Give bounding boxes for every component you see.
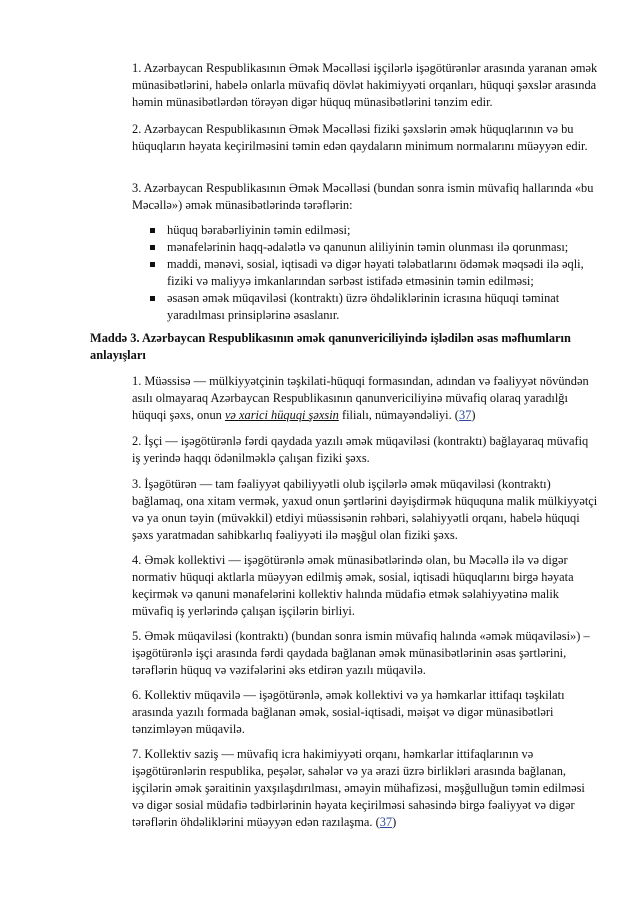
definition-1: [132, 373, 598, 424]
list-item: əsasən əmək müqaviləsi (kontraktı) üzrə öhdəliklərinin icrasına hüquqi təminat yaradılması prinsiplərinə əsaslanır.: [150, 290, 598, 324]
footnote-link[interactable]: 37: [379, 815, 393, 829]
article-heading: Maddə 3. Azərbaycan Respublikasının əmək qanunvericiliyində işlədilən əsas məfhumların anlayışları: [90, 331, 571, 362]
paragraph-1: 1. Azərbaycan Respublikasının Əmək Məcəlləsi işçilərlə işəgötürənlər arasında yaranan əmək münasibətlərini, habelə onlarla müvafiq dövlət hakimiyyəti orqanları, hüquqi şəxslər arasında həmin münasibətlərdən törəyən digər hüquq münasibətlərini tənzim edir.: [132, 61, 598, 109]
list-item: mənafelərinin haqq-ədalətlə və qanunun aliliyinin təmin olunması ilə qorunması;: [150, 239, 598, 256]
definition-text: 7. Kollektiv saziş — müvafiq icra hakimiyyəti orqanı, həmkarlar ittifaqlarının və işəgötürənlərin respublika, peşələr, sahələr və ya ərazi üzrə birlikləri arasında bağlanan, işçilərin əmək şəraitinin yaxşılaşdırılması, əməyin mühafizəsi, məşğulluğun təmin edilməsi və digər sosial müdafiə tədbirlərinin həyata keçirilməsi sahəsində birgə fəaliyyət və digər tərəflərin öhdəliklərini müəyyən edən razılaşma. (: [132, 747, 585, 829]
footnote-link[interactable]: 37: [458, 408, 472, 422]
definition-6: 6. Kollektiv müqavilə — işəgötürənlə, əmək kollektivi və ya həmkarlar ittifaqı təşkilatı arasında yazılı formada bağlanan əmək, sosial-iqtisadi, məişət və digər münasibətləri tənzimləyən müqavilə.: [132, 688, 565, 736]
paragraph-2: 2. Azərbaycan Respublikasının Əmək Məcəlləsi fiziki şəxslərin əmək hüquqlarının və bu hüquqların həyata keçirilməsini təmin edən qaydaların minimum normalarını müəyyən edir.: [132, 122, 588, 153]
definition-text: 1. Müəssisə — mülkiyyətçinin təşkilati-hüquqi formasından, adından və fəaliyyət növündən asılı olmayaraq Azərbaycan Respublikasının qanunvericiliyinə müvafiq olaraq yaradılğı hüquqi şəxs, onun: [132, 374, 589, 422]
definition-text: filialı, nümayəndəliyi. (: [338, 408, 459, 422]
list-item: maddi, mənəvi, sosial, iqtisadi və digər həyati tələbatlarını ödəmək məqsədi ilə əqli, fiziki və maliyyə imkanlarından sərbəst istifadə etməsinin təmin edilməsi;: [150, 256, 598, 290]
definition-4: 4. Əmək kollektivi — işəgötürənlə əmək münasibətlərində olan, bu Məcəllə ilə və digər normativ hüquqi aktlarla müəyyən edilmiş əmək, sosial, iqtisadi hüquqlarını birgə həyata keçirmək və qanuni mənafelərini kollektiv halında müdafiə etmək səlahiyyətinə malik müvafiq iş yerlərində çalışan işçilərin birliyi.: [132, 553, 574, 618]
definition-7: [132, 746, 598, 831]
definition-2: 2. İşçi — işəgötürənlə fərdi qaydada yazılı əmək müqaviləsi (kontraktı) bağlayaraq müvafiq iş yerində haqqı ödənilməklə çalışan fiziki şəxs.: [132, 434, 589, 465]
list-item: hüquq bərabərliyinin təmin edilməsi;: [150, 222, 598, 239]
definition-text: ): [471, 408, 476, 422]
principles-list: [150, 222, 598, 324]
amendment-italic-text: və xarici hüquqi şəxsin: [224, 408, 339, 422]
paragraph-3: 3. Azərbaycan Respublikasının Əmək Məcəlləsi (bundan sonra ismin müvafiq hallarında «bu Məcəllə») əmək münasibətlərində tərəflərin:: [132, 181, 594, 212]
definition-3: 3. İşəgötürən — tam fəaliyyət qabiliyyətli olub işçilərlə əmək müqaviləsi (kontraktı) bağlamaq, ona xitam vermək, yaxud onun şərtlərini dəyişdirmək hüququna malik mülkiyyətçi və ya onun təyin (müvəkkil) etdiyi müəssisənin rəhbəri, səlahiyyətli orqanı, habelə hüquqi şəxs yaratmadan sahibkarlıq fəaliyyəti ilə məşğul olan fiziki şəxs.: [132, 477, 598, 542]
definition-5: 5. Əmək müqaviləsi (kontraktı) (bundan sonra ismin müvafiq halında «əmək müqaviləsi») – işəgötürənlə işçi arasında fərdi qaydada bağlanan əmək münasibətlərinin əsas şərtlərini, tərəflərin hüquq və vəzifələrini əks etdirən yazılı müqavilə.: [132, 629, 590, 677]
definition-text: ): [392, 815, 397, 829]
